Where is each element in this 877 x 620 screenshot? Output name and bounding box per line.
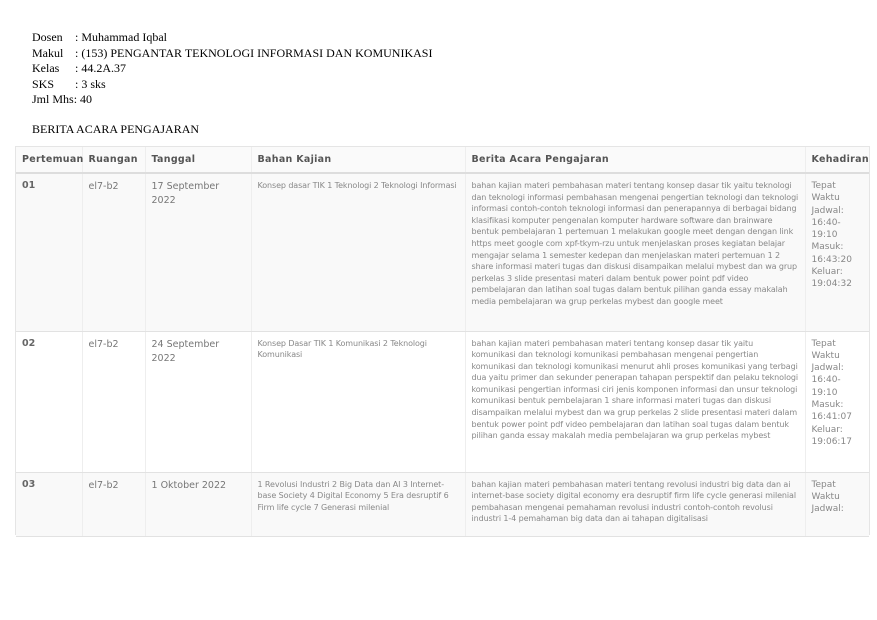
cell-bahan-kajian: 1 Revolusi Industri 2 Big Data dan AI 3 Internet-base Society 4 Digital Economy 5 Era desruptif 6 Firm life cycle 7 Generasi milenial [251,472,465,536]
cell-tanggal: 1 Oktober 2022 [145,472,251,536]
sks-row [32,77,432,93]
cell-bahan-kajian: Konsep dasar TIK 1 Teknologi 2 Teknologi Informasi [251,173,465,331]
sks-value: : 3 sks [75,76,106,91]
cell-kehadiran [805,472,869,536]
kehadiran-line: 19:04:32 [811,279,852,290]
table-row [16,173,869,331]
makul-row [32,46,432,62]
header-berita-acara: Berita Acara Pengajaran [465,147,805,173]
cell-pertemuan: 03 [16,472,82,536]
kehadiran-line: Tepat [811,479,836,490]
cell-tanggal: 17 September 2022 [145,173,251,331]
kehadiran-line: 16:40- [811,217,841,228]
kehadiran-line: 19:06:17 [811,436,852,447]
kehadiran-line: Jadwal: [811,504,844,515]
kelas-row [32,61,432,77]
kehadiran-line: Waktu [811,350,840,361]
cell-pertemuan: 02 [16,331,82,472]
header-pertemuan: Pertemuan [16,147,82,173]
kehadiran-line: Keluar: [811,267,843,278]
kehadiran-line: Masuk: [811,399,844,410]
makul-label: Makul [32,45,64,60]
kehadiran-line: Jadwal: [811,205,844,216]
header-kehadiran: Kehadiran [805,147,869,173]
cell-berita-acara: bahan kajian materi pembahasan materi tentang konsep dasar tik yaitu komunikasi dan teknologi komunikasi pembahasan mengenai pengertian komunikasi dan teknologi komunikasi menurut ahli proses komunikasi yang terbagi dua yaitu primer dan sekunder penerapan tahapan perspektif dan pelaku teknologi komunikasi pengertian informasi ciri jenis komponen informasi dan unsur teknologi komunikasi bentuk pembelajaran 1 share informasi materi tugas dan diskusi disampaikan melalui mybest dan wa grup perkelas 2 slide presentasi materi dalam bentuk power point pdf video pembelajaran dan latihan soal tugas dalam bentuk pilihan ganda essay makalah media pembelajaran wa grup perkelas mybest [465,331,805,472]
dosen-row [32,30,432,46]
kehadiran-line: Waktu [811,491,840,502]
cell-ruangan: el7-b2 [82,331,145,472]
dosen-value: : Muhammad Iqbal [75,30,167,44]
kehadiran-line: 19:10 [811,387,838,398]
jml-value: : 40 [73,92,93,106]
table-row [16,472,869,536]
cell-ruangan: el7-b2 [82,472,145,536]
page-title: BERITA ACARA PENGAJARAN [32,122,200,136]
kehadiran-line: 16:40- [811,375,841,386]
cell-kehadiran [805,173,869,331]
kelas-value: : 44.2A.37 [75,61,126,75]
kehadiran-line: 16:43:20 [811,254,852,265]
kehadiran-line: Keluar: [811,424,843,435]
jml-label: Jml Mhs [32,92,74,106]
cell-berita-acara: bahan kajian materi pembahasan materi tentang konsep dasar tik yaitu teknologi dan teknologi informasi pembahasan mengenai pengertian teknologi dan teknologi informasi contoh-contoh teknologi informasi dan penerapannya di berbagai bidang klasifikasi komputer pengenalan komputer hardware software dan brainware bentuk pembelajaran 1 pertemuan 1 melakukan google meet dengan dengan link https meet google com xpf-tkym-rzu untuk menjelaskan proses kegiatan belajar mengajar selama 1 semester kedepan dan menjelaskan materi pertemuan 1 2 share informasi materi tugas dan diskusi disampaikan melalui mybest dan wa grup perkelas 3 slide presentasi materi dalam bentuk power point pdf video pembelajaran dan latihan soal tugas dalam bentuk pilihan ganda essay makalah media pembelajaran wa grup perkelas mybest dan google meet [465,173,805,331]
makul-value: : (153) PENGANTAR TEKNOLOGI INFORMASI DAN KOMUNIKASI [75,45,433,60]
jml-row [32,92,432,108]
cell-bahan-kajian: Konsep Dasar TIK 1 Komunikasi 2 Teknologi Komunikasi [251,331,465,472]
cell-berita-acara: bahan kajian materi pembahasan materi tentang revolusi industri big data dan ai internet-base society digital economy era desruptif firm life cycle generasi milenial pembahasan mengenai pemahaman revolusi industri contoh-contoh revolusi industri 1-4 pemahaman big data dan ai tahapan digitalisasi [465,472,805,536]
header-tanggal: Tanggal [145,147,251,173]
berita-acara-table [16,147,869,537]
sks-label: SKS [32,76,55,91]
kehadiran-line: Tepat [811,181,836,191]
cell-ruangan: el7-b2 [82,173,145,331]
cell-pertemuan: 01 [16,173,82,331]
cell-kehadiran [805,331,869,472]
course-info [32,30,432,108]
header-ruangan: Ruangan [82,147,145,173]
kehadiran-line: Tepat [811,338,836,349]
kelas-label: Kelas [32,61,60,75]
kehadiran-line: 16:41:07 [811,412,852,423]
kehadiran-line: Masuk: [811,242,844,253]
kehadiran-line: 19:10 [811,230,838,241]
table-header-row [16,147,869,173]
dosen-label: Dosen [32,30,63,44]
header-bahan-kajian: Bahan Kajian [251,147,465,173]
kehadiran-line: Waktu [811,193,840,204]
table-row [16,331,869,472]
cell-tanggal: 24 September 2022 [145,331,251,472]
kehadiran-line: Jadwal: [811,363,844,374]
